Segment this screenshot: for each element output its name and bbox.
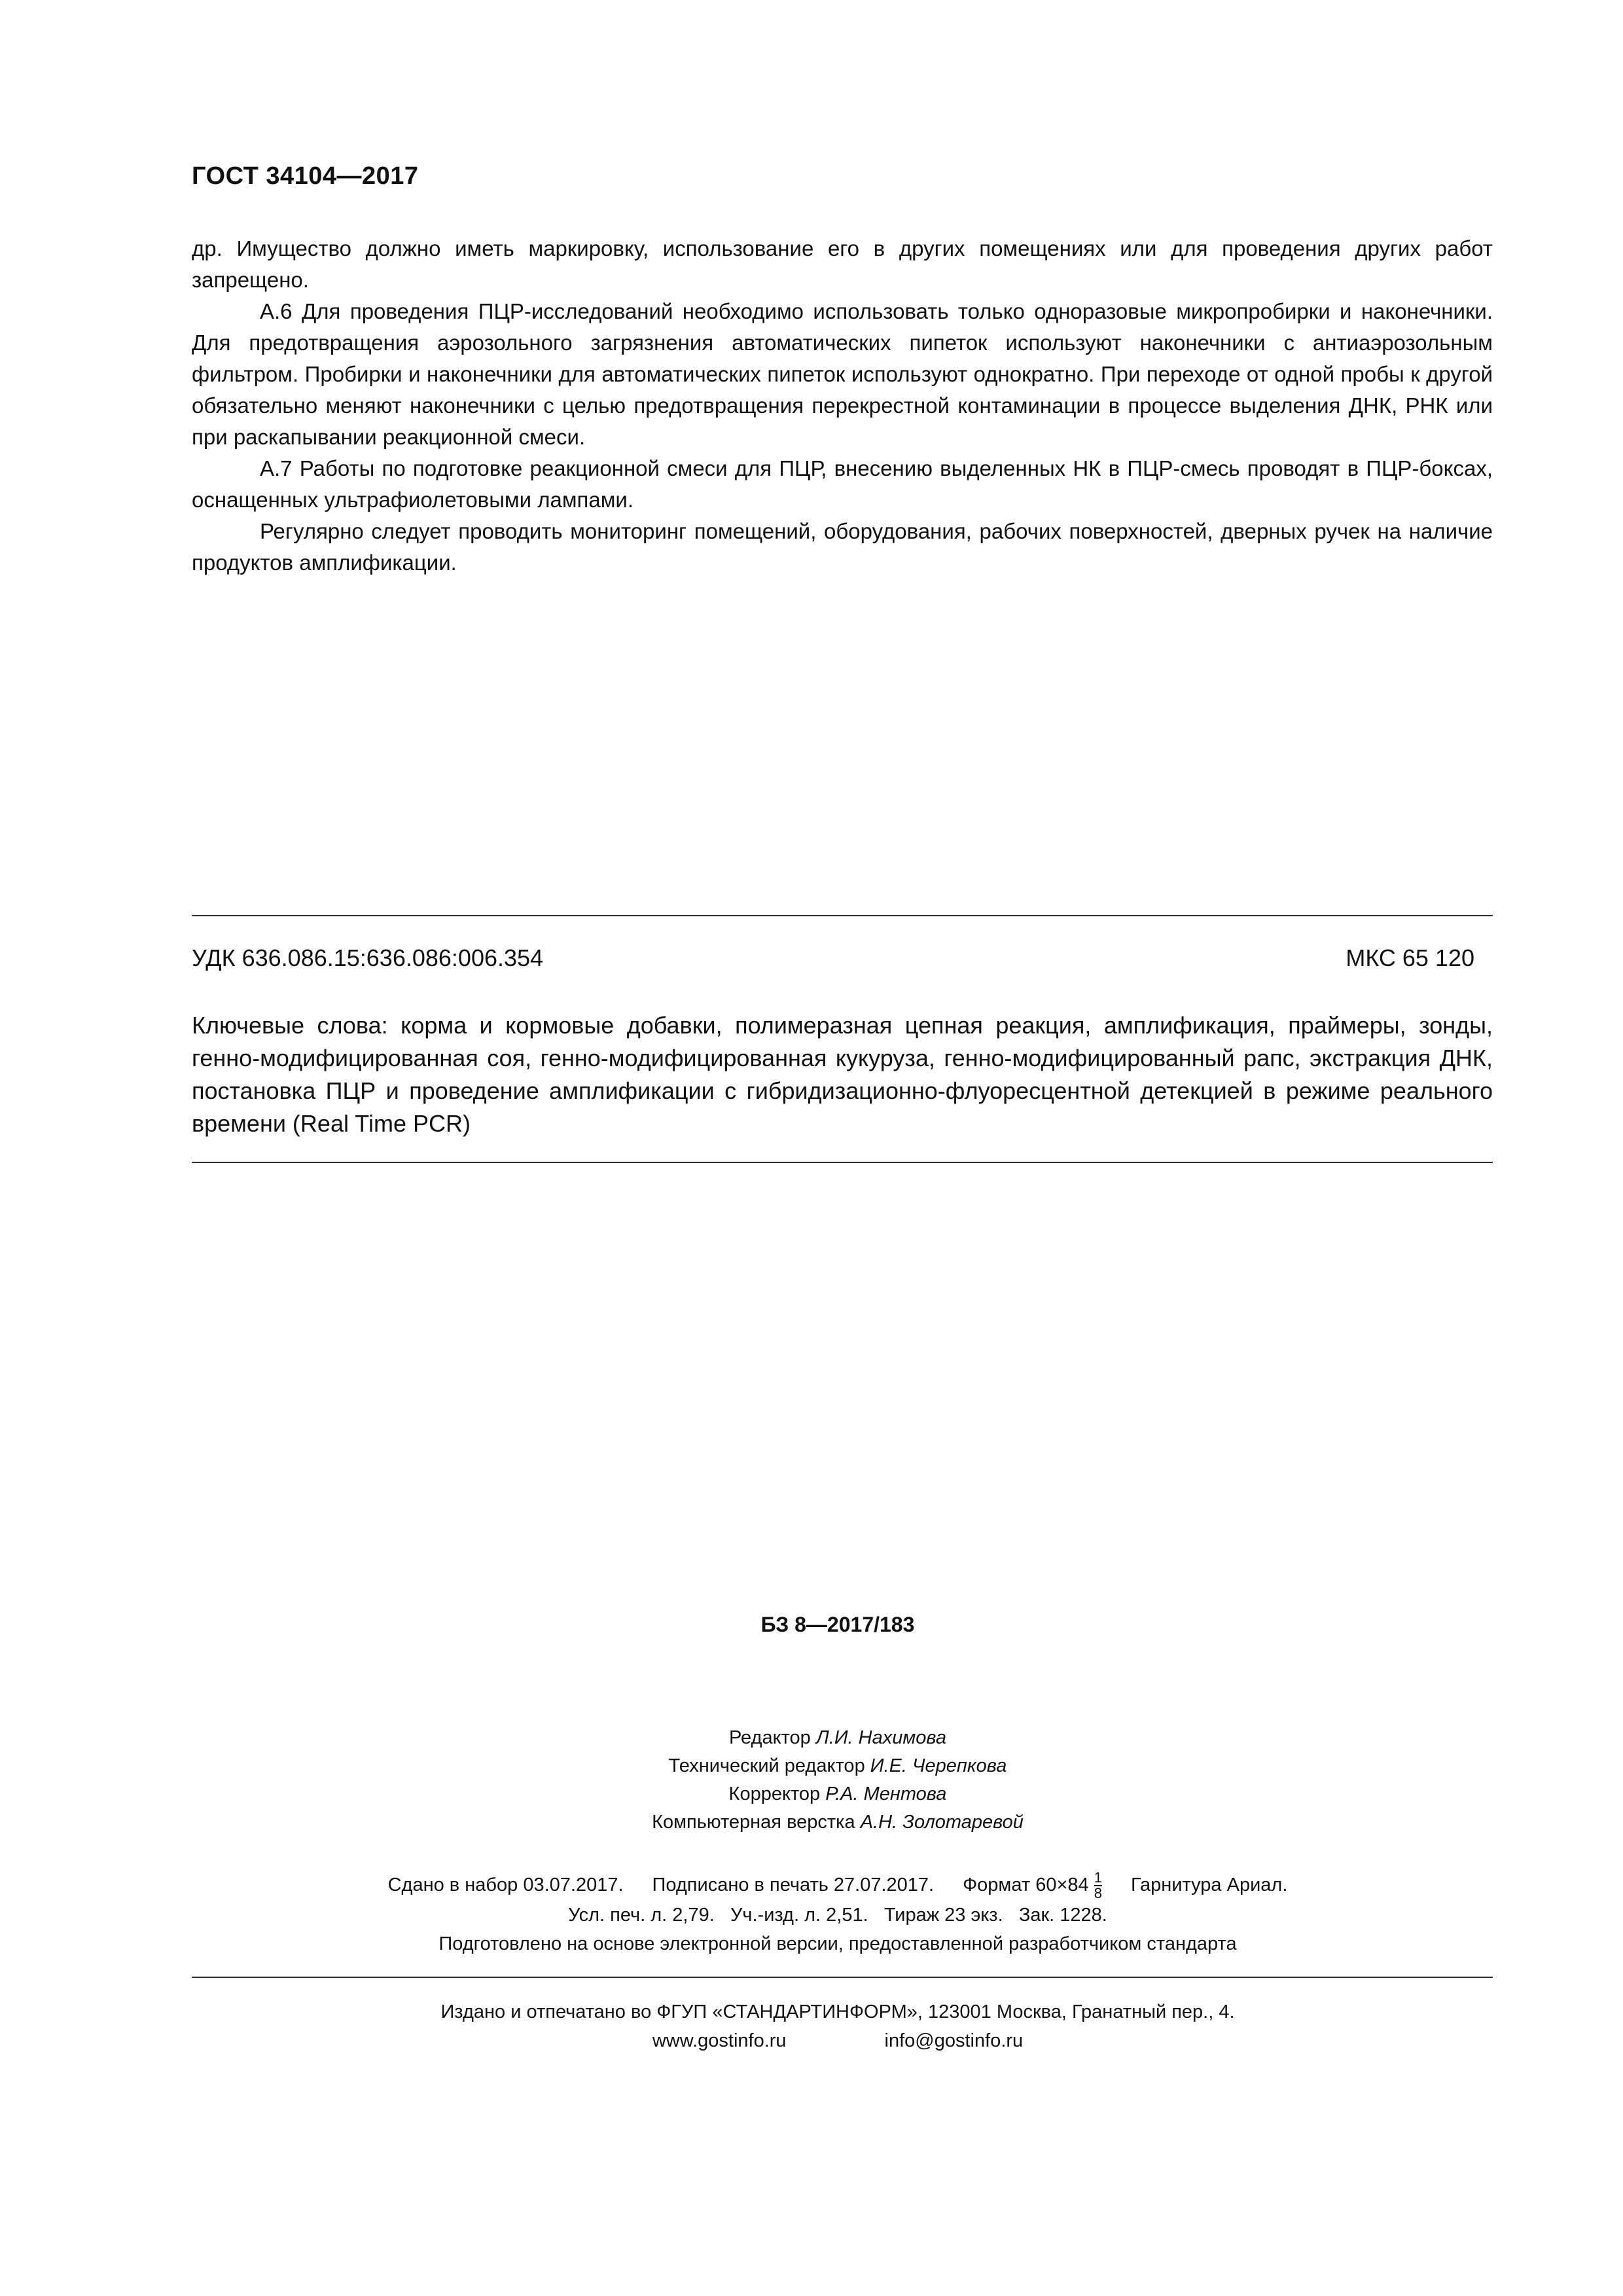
mks-code: МКС 65 120 [1346, 944, 1474, 971]
publisher-email: info@gostinfo.ru [884, 2030, 1024, 2051]
imprint-sheets: Усл. печ. л. 2,79. [568, 1905, 715, 1926]
body-text [192, 233, 1493, 579]
imprint-line-1 [0, 1871, 1623, 1901]
publisher [0, 1998, 1623, 2055]
publisher-address: Издано и отпечатано во ФГУП «СТАНДАРТИНФОРМ», 123001 Москва, Гранатный пер., 4. [440, 2001, 1235, 2022]
imprint-pub-sheets: Уч.-изд. л. 2,51. [730, 1905, 868, 1926]
credit-name: А.Н. Золотаревой [860, 1812, 1024, 1833]
credit-role: Редактор [728, 1727, 811, 1748]
credit-tech-editor [0, 1752, 1623, 1780]
imprint-format: Формат 60×84 [963, 1874, 1089, 1895]
paragraph-a6: А.6 Для проведения ПЦР-исследований необходимо использовать только одноразовые микропробирки и наконечники. Для предотвращения аэрозольного загрязнения автоматических пипеток используют наконечники с антиаэрозольным фильтром. Пробирки и наконечники для автоматических пипеток используют однократно. При переходе от одной пробы к другой обязательно меняют наконечники с целью предотвращения перекрестной контаминации в процессе выделения ДНК, РНК или при раскапывании реакционной смеси. [192, 299, 1493, 449]
imprint-line-2 [0, 1901, 1623, 1929]
imprint-circulation: Тираж 23 экз. [883, 1905, 1003, 1926]
credit-editor [0, 1724, 1623, 1752]
divider-top [192, 915, 1493, 916]
imprint-font: Гарнитура Ариал. [1130, 1874, 1288, 1895]
divider-keywords [192, 1162, 1493, 1163]
page-header-standard: ГОСТ 34104—2017 [192, 162, 419, 190]
imprint-typeset: Сдано в набор 03.07.2017. [387, 1874, 624, 1895]
credit-layout [0, 1808, 1623, 1837]
udk-code: УДК 636.086.15:636.086:006.354 [192, 944, 544, 971]
credit-name: И.Е. Черепкова [870, 1755, 1007, 1776]
publisher-website: www.gostinfo.ru [652, 2030, 787, 2051]
keywords: Ключевые слова: корма и кормовые добавки, полимеразная цепная реакция, амплификация, праймеры, зонды, генно-модифицированная соя, генно-модифицированная кукуруза, генно-модифицированный рапс, экстракция ДНК, постановка ПЦР и проведение амплификации с гибридизационно-флуоресцентной детекцией в режиме реального времени (Real Time PCR) [192, 1012, 1493, 1137]
credit-role: Корректор [728, 1784, 821, 1804]
imprint-prepared: Подготовлено на основе электронной версии, предоставленной разработчиком стандарта [438, 1933, 1237, 1955]
classification-row [192, 944, 1493, 973]
publisher-contacts [0, 2026, 1623, 2055]
divider-imprint [192, 1977, 1493, 1978]
paragraph-monitoring: Регулярно следует проводить мониторинг помещений, оборудования, рабочих поверхностей, дверных ручек на наличие продуктов амплификации. [192, 519, 1493, 575]
imprint [0, 1871, 1623, 1958]
imprint-signed: Подписано в печать 27.07.2017. [652, 1874, 935, 1895]
credit-corrector [0, 1780, 1623, 1808]
paragraph-continuation: др. Имущество должно иметь маркировку, использование его в других помещениях или для проведения других работ запрещено. [192, 236, 1493, 292]
credit-role: Технический редактор [668, 1755, 865, 1776]
credit-role: Компьютерная верстка [652, 1812, 855, 1833]
imprint-order: Зак. 1228. [1018, 1905, 1107, 1926]
credit-name: Л.И. Нахимова [815, 1727, 947, 1748]
credits [0, 1724, 1623, 1837]
format-fraction: $\frac{1}{8}$ [1094, 1869, 1102, 1902]
paragraph-a7: А.7 Работы по подготовке реакционной смеси для ПЦР, внесению выделенных НК в ПЦР-смесь проводят в ПЦР-боксах, оснащенных ультрафиолетовыми лампами. [192, 456, 1493, 512]
credit-name: Р.А. Ментова [825, 1784, 947, 1804]
bz-number: БЗ 8—2017/183 [760, 1613, 915, 1636]
